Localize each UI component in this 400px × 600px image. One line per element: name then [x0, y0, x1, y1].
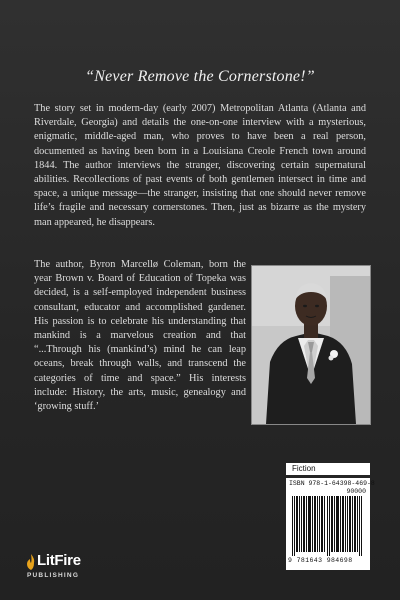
- genre-label: Fiction: [286, 463, 370, 475]
- price-code: 90000: [346, 488, 366, 495]
- isbn-barcode: [286, 478, 375, 570]
- isbn-number: ISBN 978-1-64398-469-8: [289, 480, 375, 487]
- publisher-name: LitFire: [37, 552, 81, 569]
- flame-icon: [26, 554, 36, 570]
- publisher-logo: [26, 552, 106, 586]
- publisher-subtitle: PUBLISHING: [27, 572, 80, 579]
- synopsis-paragraph: The story set in modern-day (early 2007) Metropolitan Atlanta (Atlanta and Riverdale, Georgia) and details the one-on-one interview with a mysterious, enigmatic, middle-aged man, who proves to have been a real person, documented as having been born in a Louisiana Creole French town around 1844. The author interviews the stranger, discovering certain supernatural abilities. Recollections of past events of both gentlemen intersect in time and space, a unique message—the stranger, insisting that one should never remove life’s fragile and necessary cornerstones. Then, just as bizarre as the mystery man appeared, he disappears.: [34, 103, 366, 228]
- barcode-bars: [292, 496, 364, 556]
- ean-digits: 9 781643 984698: [288, 557, 353, 564]
- tagline-heading: “Never Remove the Cornerstone!”: [85, 68, 315, 85]
- author-bio-paragraph: The author, Byron Marcellø Coleman, born the year Brown v. Board of Education of Topeka was decided, is a self-employed independent business consultant, educator and accomplished gardener. His passion is to celebrate his understanding that mankind is a marvelous creation and that “...Through his (mankind’s) mind he can leap oceans, break through walls, and transcend the categories of time and space.” His interests include: History, the arts, music, genealogy and ‘growing stuff.’: [34, 259, 246, 413]
- author-photo: [251, 265, 371, 425]
- author-portrait-image: [252, 266, 370, 424]
